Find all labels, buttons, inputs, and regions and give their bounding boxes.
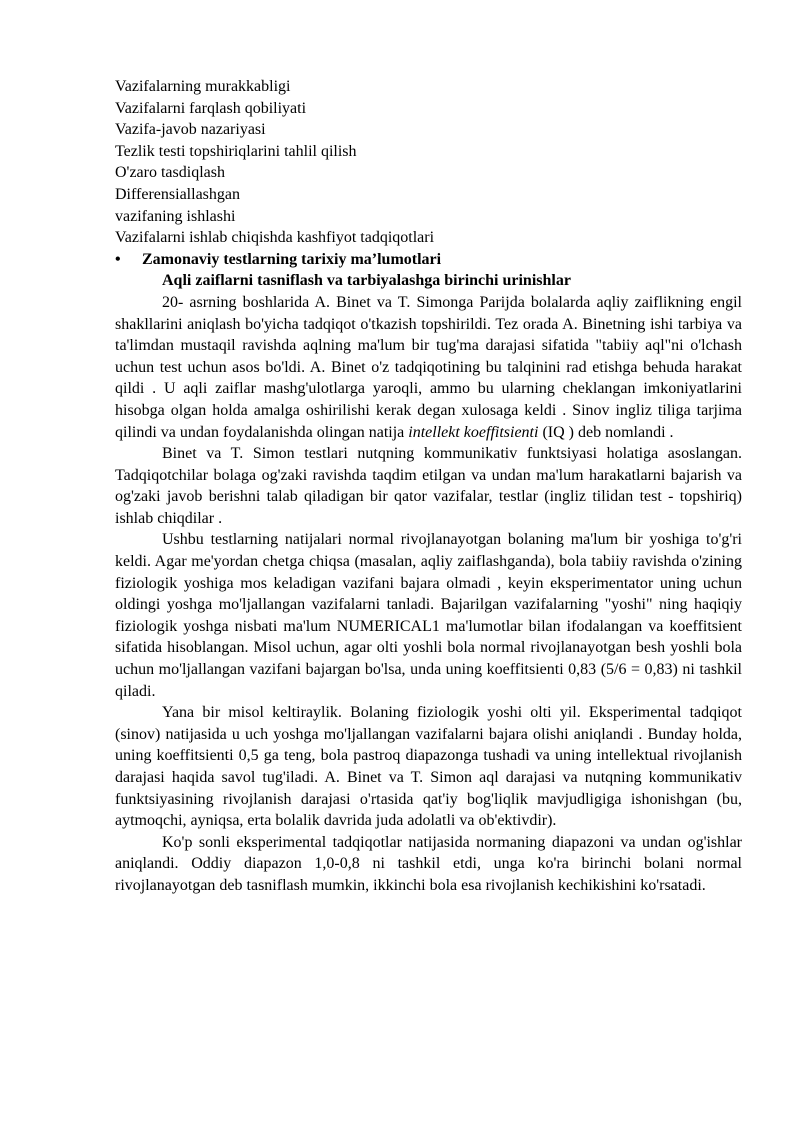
paragraph-2: Binet va T. Simon testlari nutqning kommunikativ funktsiyasi holatiga asoslangan. Tadqiqotchilar bolaga og'zaki ravishda taqdim etilgan va undan ma'lum harakatlarni bajarish va og'zaki javob berishni talab qiladigan bir qator vazifalar, testlar (ingliz tilidan test - topshiriq) ishlab chiqdilar . (115, 445, 742, 527)
topic-list (115, 76, 742, 249)
paragraph-1-italic-term: intellekt koeffitsienti (408, 423, 539, 441)
section-heading (115, 249, 742, 271)
paragraph-1 (115, 292, 742, 443)
paragraph-3: Ushbu testlarning natijalari normal rivojlanayotgan bolaning ma'lum bir yoshiga to'g'ri keldi. Agar me'yordan chetga chiqsa (masalan, aqliy zaiflashganda), bola tabiiy ravishda o'zining fiziologik yoshiga mos keladigan vazifani bajara olmadi , keyin eksperimentator uning uchun oldingi yoshga mo'ljallangan vazifalarni tanladi. Bajarilgan vazifalarning "yoshi" ning haqiqiy fiziologik yoshga nisbati ma'lum NUMERICAL1 ma'lumotlar bilan ifodalangan va koeffitsient sifatida hisoblangan. Misol uchun, agar olti yoshli bola normal rivojlanayotgan besh yoshli bola uchun mo'ljallangan vazifani bajargan bo'lsa, unda uning koeffitsienti 0,83 (5/6 = 0,83) ni tashkil qiladi. (115, 531, 742, 700)
paragraph-4: Yana bir misol keltiraylik. Bolaning fiziologik yoshi olti yil. Eksperimental tadqiqot (sinov) natijasida u uch yoshga mo'ljallangan vazifalarni bajara olishi aniqlandi . Bunday holda, uning koeffitsienti 0,5 ga teng, bola pastroq diapazonga tushadi va uning intellektual rivojlanish darajasi haqida savol tug'iladi. A. Binet va T. Simon aql darajasi va nutqning kommunikativ funktsiyasining rivojlanish darajasi o'rtasida qat'iy bog'liqlik mavjudligiga ishonishgan (bu, aytmoqchi, ayniqsa, erta bolalik davrida juda adolatli va ob'ektivdir). (115, 704, 742, 830)
list-item: Vazifalarni farqlash qobiliyati (115, 99, 307, 117)
list-item: Tezlik testi topshiriqlarini tahlil qilish (115, 142, 357, 160)
paragraph-1-text-end: (IQ ) deb nomlandi . (538, 423, 674, 441)
paragraph-5: Ko'p sonli eksperimental tadqiqotlar natijasida normaning diapazoni va undan og'ishlar aniqlandi. Oddiy diapazon 1,0-0,8 ni tashkil etdi, unga ko'ra birinchi bolani normal rivojlanayotgan deb tasniflash mumkin, ikkinchi bola esa rivojlanish kechikishini ko'rsatadi. (115, 833, 742, 894)
list-item: Vazifalarning murakkabligi (115, 78, 291, 95)
list-item: Vazifa-javob nazariyasi (115, 121, 266, 139)
paragraph-1-text: 20- asrning boshlarida A. Binet va T. Simonga Parijda bolalarda aqliy zaiflikning engil shakllarini aniqlash bo'yicha tadqiqot o'tkazish topshirildi. Tez orada A. Binetning ishi tarbiya va ta'limdan mustaqil ravishda aqlning ma'lum bir tug'ma darajasi sifatida "tabiiy aql"ni o'lchash uchun test uchun asos bo'ldi. A. Binet o'z tadqiqotining bu talqinini rad etishga behuda harakat qildi . U aqli zaiflar mashg'ulotlarga yaroqli, ammo bu ularning cheklangan imkoniyatlarini hisobga olgan holda amalga oshirilishi kerak degan xulosaga keldi . Sinov ingliz tiliga tarjima qilindi va undan foydalanishda olingan natija (115, 293, 742, 441)
bullet-icon: • (115, 250, 121, 268)
subsection-title: Aqli zaiflarni tasniflash va tarbiyalashga birinchi urinishlar (162, 272, 571, 290)
list-item: vazifaning ishlashi (115, 207, 236, 225)
document-page (115, 76, 742, 897)
list-item: Vazifalarni ishlab chiqishda kashfiyot tadqiqotlari (115, 229, 435, 247)
list-item: Differensiallashgan (115, 185, 240, 203)
section-title: Zamonaviy testlarning tarixiy ma’lumotlari (142, 250, 442, 268)
list-item: O'zaro tasdiqlash (115, 164, 225, 182)
